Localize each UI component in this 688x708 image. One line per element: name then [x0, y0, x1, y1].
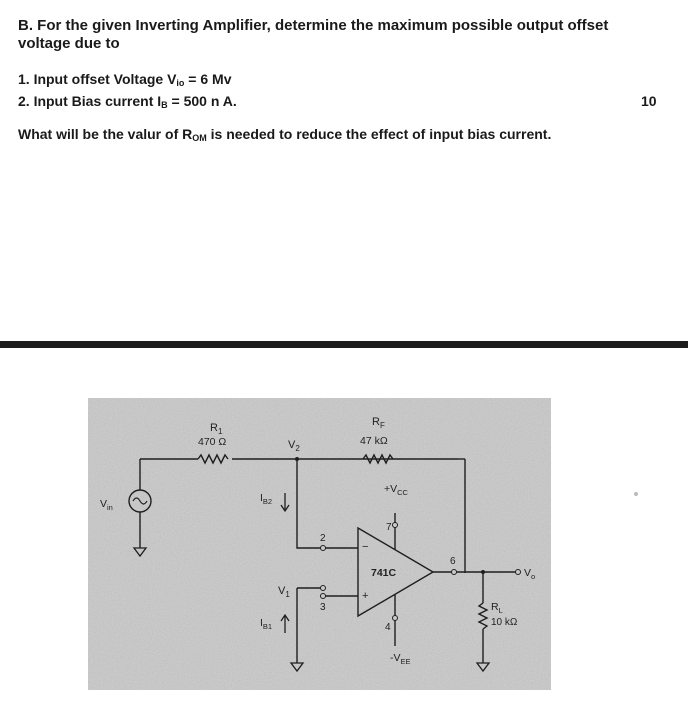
- input-offset-voltage-item: 1. Input offset Voltage $V_{io} = 6$ Mv: [18, 71, 232, 88]
- v2-label: $V_2$: [288, 439, 300, 453]
- ib1-label: $I_{B1}$: [260, 617, 273, 631]
- pin7-terminal: [393, 523, 398, 528]
- vee-label: $-V_{EE}$: [390, 652, 411, 666]
- inverting-amplifier-circuit: [88, 398, 551, 690]
- question-title: B. For the given Inverting Amplifier, determine the maximum possible output offset voltage due to: [18, 17, 609, 52]
- v1-terminal: [321, 586, 326, 591]
- pin2-terminal: [321, 546, 326, 551]
- noninverting-sign: +: [362, 590, 369, 602]
- given-values-list: [18, 70, 237, 114]
- pin3-label: 3: [320, 602, 326, 613]
- pin3-terminal: [321, 594, 326, 599]
- rf-value: 47 kΩ: [360, 435, 388, 447]
- vcc-label: $+V_{CC}$: [384, 483, 408, 497]
- rom-question: What will be the valur of $R_{OM}$ is needed to reduce the effect of input bias current.: [18, 126, 552, 143]
- junction-dot: [295, 457, 299, 461]
- junction-dot: [481, 570, 485, 574]
- vo-terminal: [516, 570, 521, 575]
- circuit-diagram: [88, 398, 551, 690]
- scan-artifact: [634, 492, 638, 496]
- pin2-label: 2: [320, 533, 326, 544]
- r1-value: 470 Ω: [198, 436, 227, 448]
- section-divider: [0, 341, 688, 348]
- rl-value: 10 kΩ: [491, 617, 518, 628]
- ib2-label: $I_{B2}$: [260, 492, 273, 506]
- inverting-sign: −: [362, 541, 369, 553]
- opamp-label: 741C: [371, 567, 397, 579]
- pin4-terminal: [393, 616, 398, 621]
- marks-label: 10: [641, 93, 657, 109]
- pin4-label: 4: [385, 622, 391, 633]
- vin-label: $V_{in}$: [100, 498, 113, 512]
- input-bias-current-item: 2. Input Bias current $I_B = 500$ n A.: [18, 93, 237, 110]
- rf-label: $R_F$: [372, 416, 385, 430]
- scan-grain-texture: [88, 398, 551, 690]
- vo-label: $V_o$: [524, 567, 536, 581]
- pin6-terminal: [452, 570, 457, 575]
- pin6-label: 6: [450, 556, 456, 567]
- pin7-label: 7: [386, 522, 392, 533]
- rl-label: $R_L$: [491, 601, 503, 615]
- r1-label: $R_1$: [210, 422, 223, 436]
- v1-label: $V_1$: [278, 585, 290, 599]
